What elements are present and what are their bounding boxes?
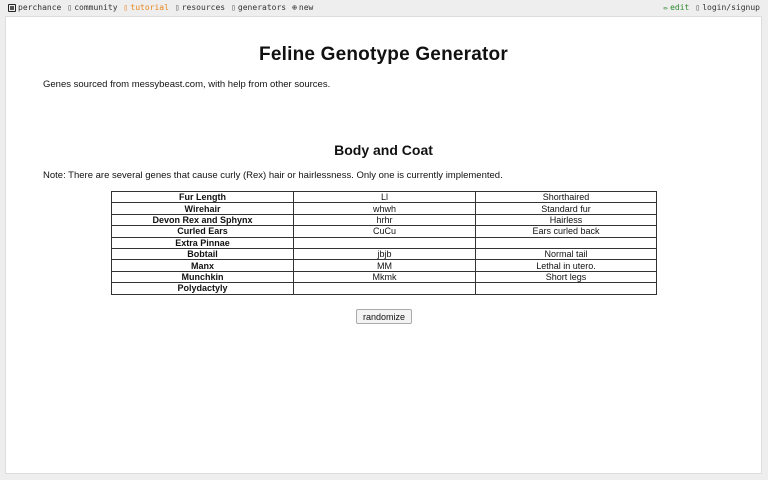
randomize-button[interactable]: randomize [356,309,412,324]
table-row [112,214,657,225]
genotype-cell: MM [294,260,476,271]
phenotype-cell: Hairless [476,214,657,225]
table-row [112,271,657,282]
book-icon: ▯ [123,3,129,12]
message-icon: ▯ [67,3,73,12]
gene-name-cell: Extra Pinnae [112,237,294,248]
nav-login[interactable] [695,0,760,16]
nav-edit-label: edit [670,3,690,12]
genotype-table [111,191,657,295]
genotype-cell: jbjb [294,248,476,259]
nav-tutorial-label: tutorial [130,3,169,12]
nav-tutorial[interactable] [124,0,169,16]
nav-right [663,0,760,16]
nav-perchance-label: perchance [18,3,62,12]
phenotype-cell: Lethal in utero. [476,260,657,271]
genotype-cell [294,283,476,294]
nav-community[interactable] [67,0,117,16]
list-icon: ▯ [174,3,180,12]
table-row [112,192,657,203]
genotype-cell: hrhr [294,214,476,225]
intro-text: Genes sourced from messybeast.com, with help from other sources. [43,79,331,90]
section-title: Body and Coat [334,142,433,158]
note-text: Note: There are several genes that cause curly (Rex) hair or hairlessness. Only one is currently implemented. [43,170,503,181]
table-row [112,283,657,294]
generator-page [5,16,762,474]
nav-perchance[interactable] [8,0,61,16]
phenotype-cell: Short legs [476,271,657,282]
genotype-cell: Ll [294,192,476,203]
pencil-icon: ✏ [663,3,669,12]
nav-community-label: community [74,3,118,12]
gene-name-cell: Polydactyly [112,283,294,294]
nav-generators-label: generators [237,3,287,12]
nav-resources-label: resources [181,3,226,12]
table-row [112,260,657,271]
table-row [112,248,657,259]
phenotype-cell: Ears curled back [476,226,657,237]
nav-generators[interactable] [231,0,286,16]
nav-new-label: new [298,3,314,12]
table-row [112,237,657,248]
grid-icon: ▯ [231,3,236,12]
table-row [112,203,657,214]
gene-name-cell: Devon Rex and Sphynx [112,214,294,225]
nav-login-label: login/signup [702,3,760,12]
gene-name-cell: Fur Length [112,192,294,203]
page-title: Feline Genotype Generator [259,44,508,65]
plus-circle-icon: ⊕ [292,3,297,12]
phenotype-cell: Normal tail [476,248,657,259]
genotype-cell: whwh [294,203,476,214]
user-icon: ▯ [695,3,701,12]
die-icon [8,4,16,12]
genotype-cell [294,237,476,248]
genotype-cell: Mkmk [294,271,476,282]
nav-new[interactable] [292,0,313,16]
nav-left [8,0,313,16]
gene-name-cell: Wirehair [112,203,294,214]
top-navigation-bar [0,0,768,16]
table-row [112,226,657,237]
phenotype-cell [476,283,657,294]
gene-name-cell: Curled Ears [112,226,294,237]
phenotype-cell: Standard fur [476,203,657,214]
gene-name-cell: Manx [112,260,294,271]
nav-edit[interactable] [663,0,689,16]
gene-name-cell: Munchkin [112,271,294,282]
phenotype-cell [476,237,657,248]
gene-name-cell: Bobtail [112,248,294,259]
nav-resources[interactable] [175,0,225,16]
phenotype-cell: Shorthaired [476,192,657,203]
genotype-cell: CuCu [294,226,476,237]
